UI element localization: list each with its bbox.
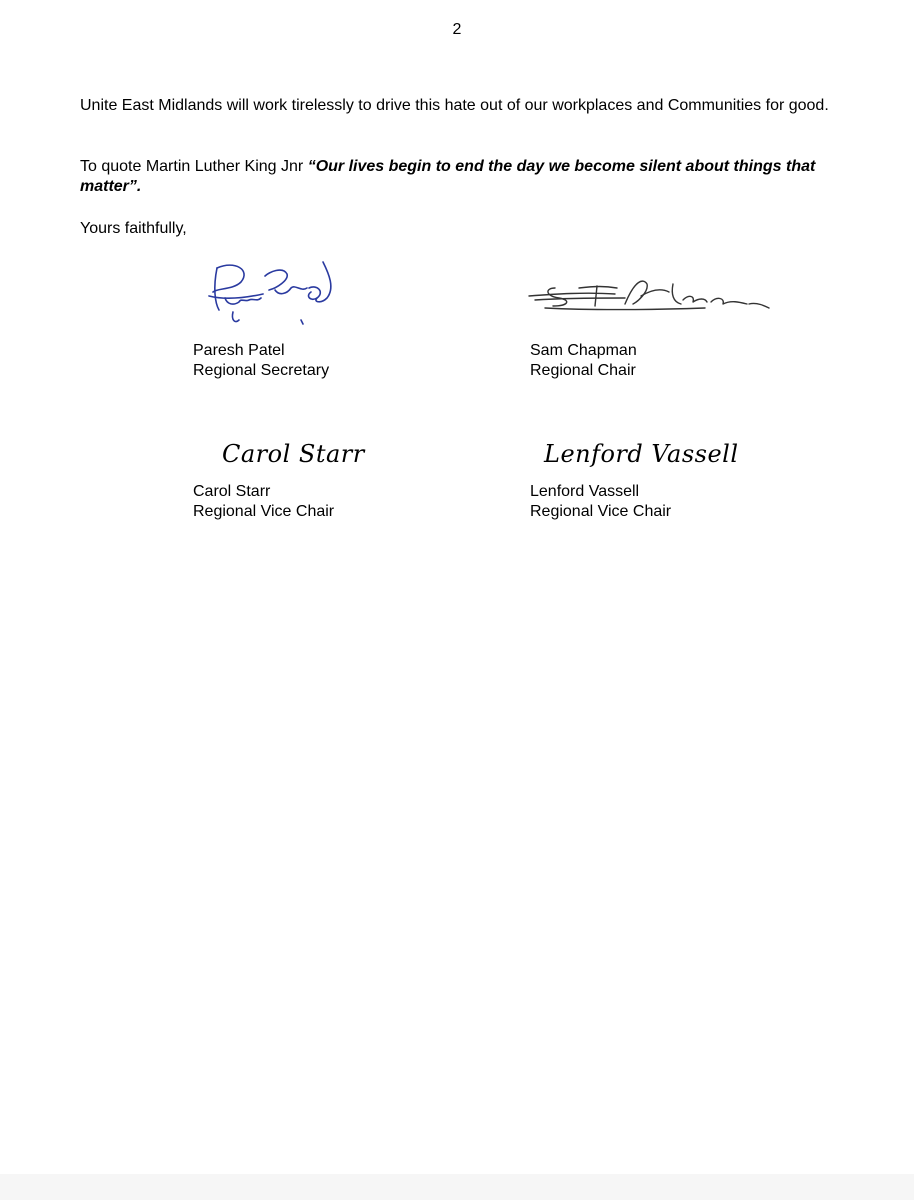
signatory-name: Lenford Vassell <box>530 483 640 500</box>
signatory-block <box>193 482 334 522</box>
signatory-name: Sam Chapman <box>530 342 637 359</box>
signature-carol-starr: Carol Starr <box>222 440 365 468</box>
signatory-title: Regional Chair <box>530 362 636 379</box>
closing-salutation: Yours faithfully, <box>80 220 187 237</box>
signatory-title: Regional Secretary <box>193 362 330 379</box>
signatory-title: Regional Vice Chair <box>193 503 335 520</box>
mlk-quote: “Our lives begin to end the day we become silent about things that matter”. <box>80 158 816 195</box>
page-footer-strip <box>0 1174 914 1200</box>
signatory-block <box>530 341 637 381</box>
signatory-title: Regional Vice Chair <box>530 503 672 520</box>
signature-sam-chapman <box>525 274 775 318</box>
signatory-name: Paresh Patel <box>193 342 285 359</box>
signatory-block <box>193 341 329 381</box>
quote-paragraph <box>80 157 850 197</box>
quote-intro: To quote Martin Luther King Jnr <box>80 158 308 175</box>
page-number: 2 <box>452 21 462 38</box>
signatory-block <box>530 482 671 522</box>
signatory-name: Carol Starr <box>193 483 271 500</box>
signature-lenford-vassell: Lenford Vassell <box>544 440 739 468</box>
body-paragraph: Unite East Midlands will work tirelessly to drive this hate out of our workplaces and Communities for good. <box>80 97 829 114</box>
signature-paresh-patel <box>205 258 350 330</box>
